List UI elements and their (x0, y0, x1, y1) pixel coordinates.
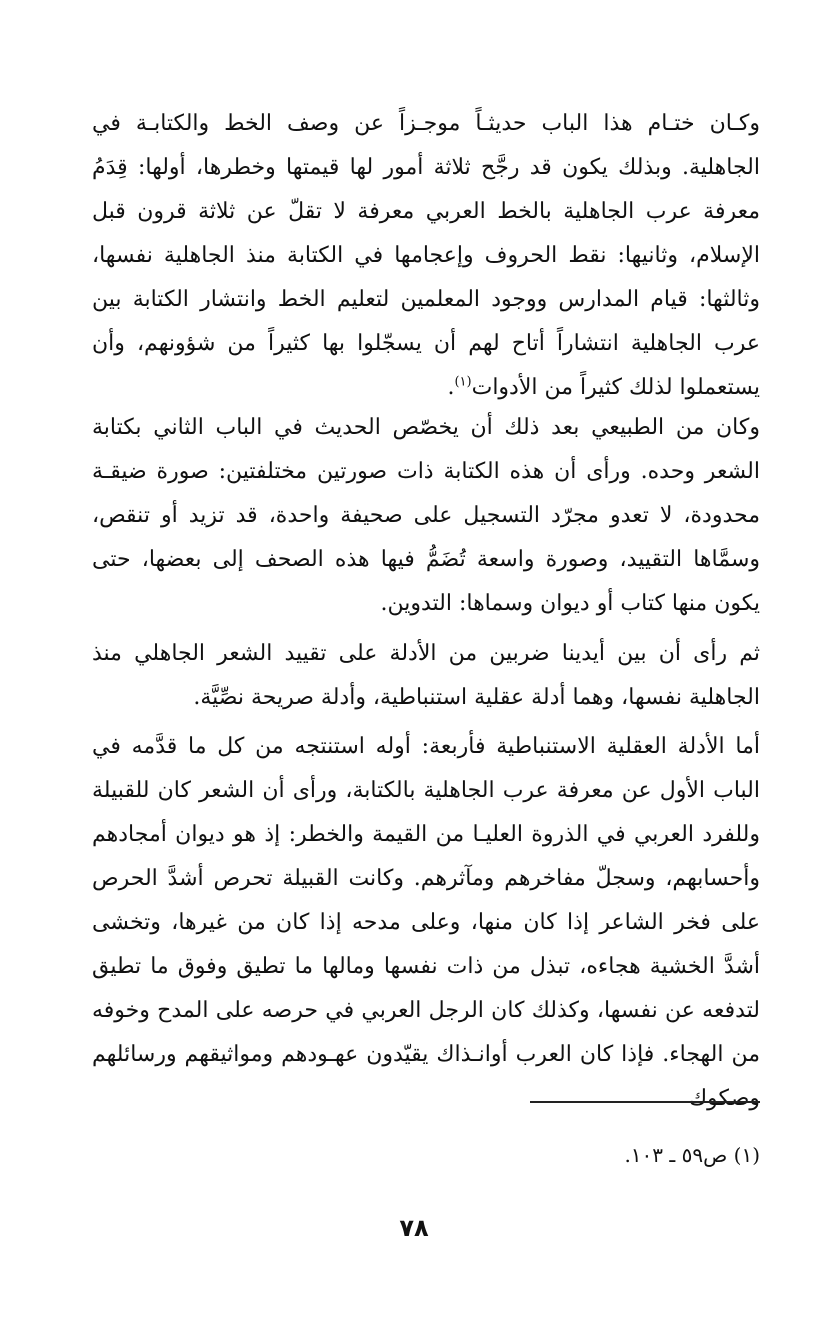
page-number: ٧٨ (399, 1214, 429, 1242)
paragraph-3: ثم رأى أن بين أيدينا ضربين من الأدلة على تقييد الشعر الجاهلي منذ الجاهلية نفسها، وهما أدلة عقلية استنباطية، وأدلة صريحة نصِّيَّة. (92, 641, 760, 710)
paragraph-1 (92, 102, 760, 410)
footnote-divider (530, 1101, 760, 1103)
footnote: (١) ص٥٩ ـ ١٠٣. (624, 1143, 760, 1167)
paragraph-1-end: . (447, 375, 455, 400)
paragraph-4: أما الأدلة العقلية الاستنباطية فأربعة: أوله استنتجه من كل ما قدَّمه في الباب الأول عن معرفة عرب الجاهلية بالكتابة، ورأى أن الشعر كان للقبيلة وللفرد العربي في الذروة العليـا من القيمة والخطر: إذ هو ديوان أمجادهم وأحسابهم، وسجلّ مفاخرهم ومآثرهم. وكانت القبيلة تحرص أشدَّ الحرص على فخر الشاعر إذا كان منها، وعلى مدحه إذا كان من غيرها، وتخشى أشدَّ الخشية هجاءه، تبذل من ذات نفسها ومالها ما تطيق وفوق ما تطيق لتدفعه عن نفسها، وكذلك كان الرجل العربي في حرصه على المدح وخوفه من الهجاء. فإذا كان العرب أوانـذاك يقيّدون عهـودهم ومواثيقهم ورسائلهم وصكوك (92, 734, 760, 1111)
footnote-reference: (١) (454, 374, 472, 390)
paragraph-2: وكان من الطبيعي بعد ذلك أن يخصّص الحديث في الباب الثاني بكتابة الشعر وحده. ورأى أن هذه الكتابة ذات صورتين مختلفتين: صورة ضيقـة محدودة، لا تعدو مجرّد التسجيل على صحيفة واحدة، قد تزيد أو تنقص، وسمَّاها التقييد، وصورة واسعة تُضَمُّ فيها هذه الصحف إلى بعضها، حتى يكون منها كتاب أو ديوان وسماها: التدوين. (92, 415, 760, 616)
paragraph-1-text: وكـان ختـام هذا الباب حديثـاً موجـزاً عن وصف الخط والكتابـة في الجاهلية. وبذلك يكون قد رجَّح ثلاثة أمور لها قيمتها وخطرها، أولها: قِدَمُ معرفة عرب الجاهلية بالخط العربي معرفة لا تقلّ عن ثلاثة قرون قبل الإسلام، وثانيها: نقط الحروف وإعجامها في الكتابة منذ الجاهلية نفسها، وثالثها: قيام المدارس ووجود المعلمين لتعليم الخط وانتشار الكتابة بين عرب الجاهلية انتشاراً أتاح لهم أن يسجّلوا بها كثيراً من شؤونهم، وأن يستعملوا لذلك كثيراً من الأدوات (92, 111, 760, 400)
